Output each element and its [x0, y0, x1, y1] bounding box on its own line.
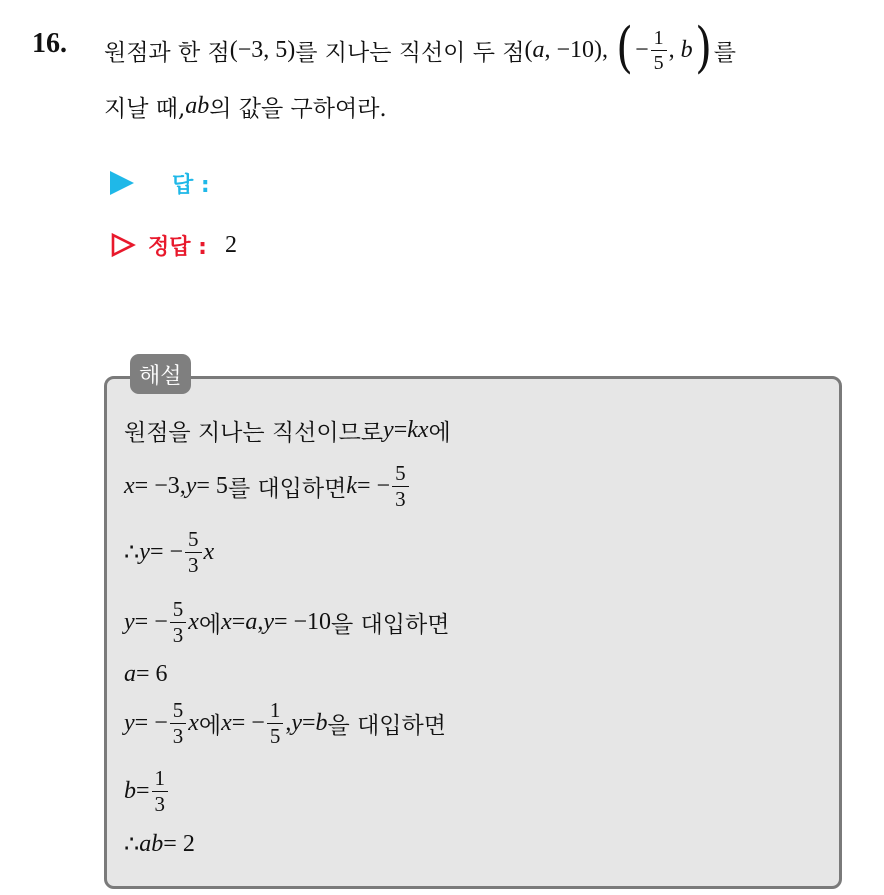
comma: , [285, 709, 292, 736]
solution-line-2 [124, 456, 411, 516]
solution-line-7 [124, 760, 170, 822]
question-text: 의 값을 구하여라. [209, 95, 387, 122]
question-text: 지날 때, [104, 95, 186, 122]
solution-text: 를 대입하면 [227, 475, 347, 502]
fraction-numerator: 1 [651, 28, 667, 51]
equation-part: = − [134, 608, 168, 635]
equation-part: = − [149, 538, 184, 565]
question-number: 16. [32, 28, 67, 59]
fraction-denominator: 3 [172, 622, 184, 647]
variable-a: a [532, 36, 545, 63]
variable-ab: ab [185, 92, 210, 119]
solution-line-1 [124, 408, 451, 452]
variable-y: y [291, 709, 302, 736]
fraction-numerator: 5 [170, 700, 187, 724]
variable-y: y [124, 709, 135, 736]
fraction-denominator: 5 [653, 51, 664, 74]
solution-line-4 [124, 592, 449, 652]
variable-x: x [124, 472, 135, 499]
solution-line-8 [124, 826, 195, 862]
solution-tab: 해설 [130, 354, 191, 394]
solution-line-3 [124, 522, 214, 582]
variable-x: x [188, 608, 199, 635]
variable-y: y [185, 472, 197, 499]
variable-ab: ab [139, 830, 164, 857]
solution-text: 에 [428, 419, 451, 446]
comma: , [668, 36, 675, 63]
solution-text: 에 [198, 712, 222, 739]
answer-row [110, 165, 210, 201]
answer-label: 답 : [172, 172, 210, 198]
variable-x: x [221, 709, 232, 736]
question-text: 를 지나는 직선이 두 점 [295, 39, 525, 66]
variable-y: y [139, 538, 150, 565]
equation-part: = 6 [136, 660, 168, 687]
variable-x: x [221, 608, 232, 635]
variable-b: b [124, 777, 136, 804]
fraction [392, 460, 409, 511]
comma: , [257, 608, 264, 635]
fraction-numerator: 5 [170, 599, 187, 623]
solution-line-5 [124, 656, 168, 692]
therefore-symbol: ∴ [124, 539, 140, 566]
equation-part: = 2 [163, 830, 195, 857]
fraction-numerator: 5 [392, 463, 409, 487]
variable-a: a [245, 608, 258, 635]
solution-text: 을 대입하면 [331, 611, 450, 638]
point-expression: (−3, 5) [229, 36, 296, 63]
question-text: 원점과 한 점 [104, 39, 230, 66]
fraction-denominator: 3 [395, 486, 406, 511]
variable-y: y [124, 608, 135, 635]
variable-y: y [263, 608, 274, 635]
question-line-1 [104, 16, 736, 79]
equation-part: = −10 [273, 608, 332, 635]
solution-line-6 [124, 692, 446, 754]
fraction-denominator: 3 [188, 552, 199, 577]
paren-open: ( [524, 36, 533, 63]
equation-part: = − [134, 709, 168, 736]
equation-part: = − [231, 709, 265, 736]
variable-y: y [383, 416, 394, 443]
fraction-numerator: 1 [152, 768, 169, 792]
fraction-numerator: 1 [267, 700, 284, 724]
equation-part: = [302, 709, 316, 736]
equals: = [393, 416, 408, 443]
solution-text: 원점을 지나는 직선이므로 [124, 419, 384, 446]
minus-sign: − [635, 36, 649, 63]
question-line-2 [104, 86, 387, 126]
therefore-symbol: ∴ [124, 831, 140, 858]
fraction [170, 697, 187, 748]
variable-b: b [680, 36, 693, 63]
variable-a: a [124, 660, 136, 687]
variable-k: k [346, 472, 357, 499]
fraction-denominator: 3 [172, 723, 184, 748]
correct-answer-label: 정답 : [148, 234, 207, 260]
equation-part: = 5 [196, 472, 228, 499]
fraction-denominator: 3 [154, 791, 166, 816]
question-text: 를 [713, 39, 736, 66]
variable-x: x [203, 538, 215, 565]
variable-kx: kx [407, 416, 429, 443]
fraction [267, 697, 284, 748]
point-rest: , −10), [544, 36, 608, 63]
equation-part: = [231, 608, 246, 635]
fraction-numerator: 5 [185, 529, 202, 553]
triangle-outline-icon [110, 232, 136, 258]
big-paren-open: ( [616, 16, 633, 79]
solution-text: 을 대입하면 [327, 712, 446, 739]
equation-part: = [136, 777, 150, 804]
solution-text: 에 [198, 611, 222, 638]
big-paren-close: ) [694, 16, 712, 79]
equation-part: = −3, [134, 472, 186, 499]
fraction-denominator: 5 [269, 723, 281, 748]
equation-part: = − [357, 472, 391, 499]
triangle-filled-icon [110, 171, 134, 195]
fraction [152, 765, 169, 816]
fraction [185, 526, 202, 577]
fraction [651, 28, 667, 73]
correct-answer-row [110, 225, 237, 265]
point-expression [524, 37, 608, 64]
variable-b: b [315, 709, 328, 736]
variable-x: x [188, 709, 199, 736]
correct-answer-value: 2 [224, 231, 237, 258]
fraction [170, 596, 187, 647]
